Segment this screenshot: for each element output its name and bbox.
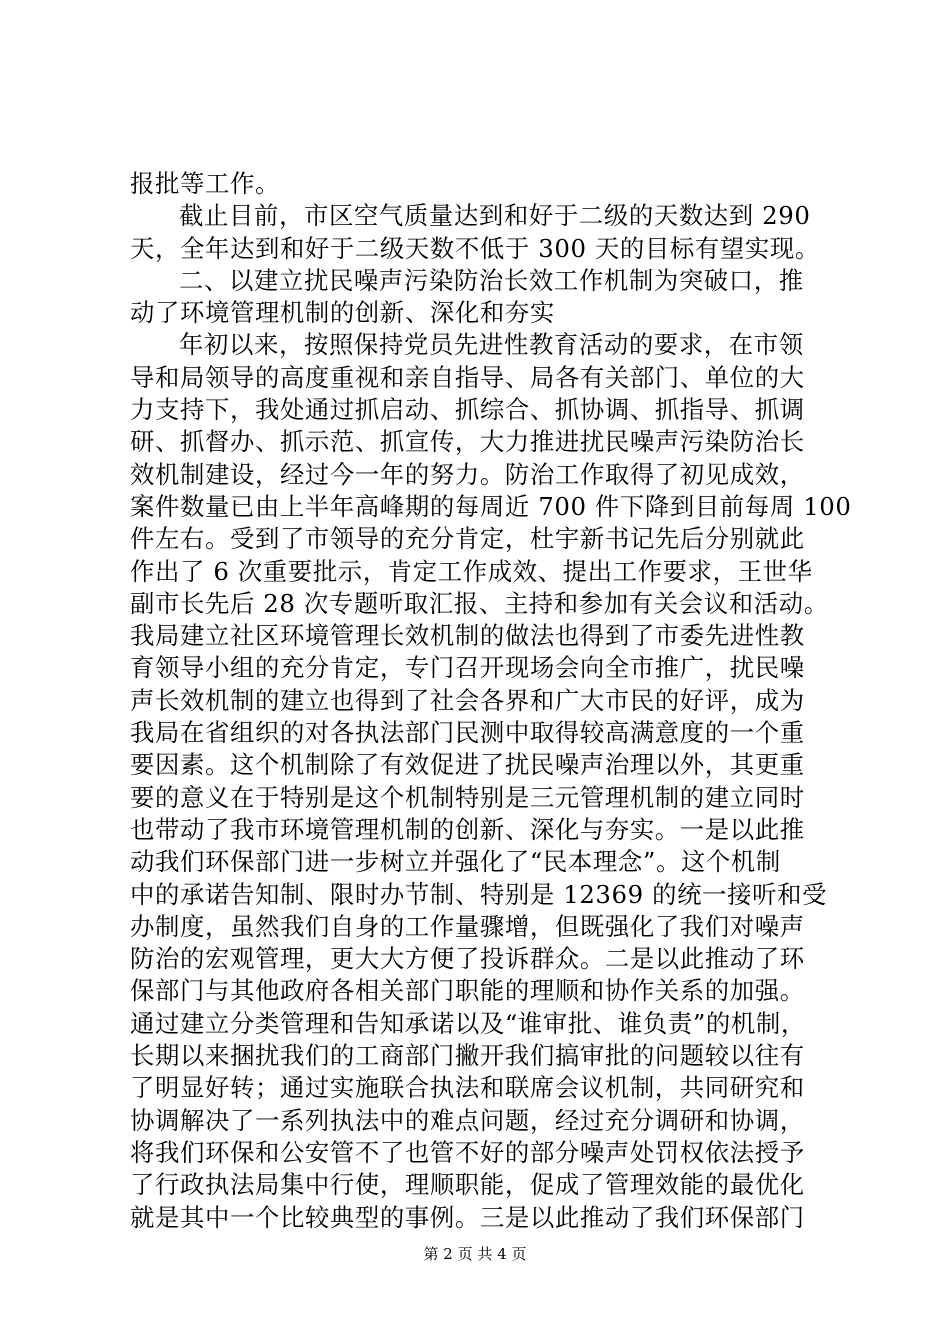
text-line: 案件数量已由上半年高峰期的每周近 700 件下降到目前每周 100: [130, 491, 852, 521]
text-line: 副市长先后 28 次专题听取汇报、主持和参加有关会议和活动。: [130, 588, 829, 618]
text-line: 中的承诺告知制、限时办节制、特别是 12369 的统一接听和受: [130, 879, 828, 909]
text-line: 研、抓督办、抓示范、抓宣传，大力推进扰民噪声污染防治长: [130, 427, 805, 457]
text-line: 也带动了我市环境管理机制的创新、深化与夯实。一是以此推: [130, 814, 805, 844]
text-line: 了明显好转；通过实施联合执法和联席会议机制，共同研究和: [130, 1073, 805, 1103]
text-line: 作出了 6 次重要批示，肯定工作成效、提出工作要求，王世华: [130, 556, 813, 586]
text-line: 我局建立社区环境管理长效机制的做法也得到了市委先进性教: [130, 621, 805, 651]
text-line: 了行政执法局集中行使，理顺职能，促成了管理效能的最优化: [130, 1170, 805, 1200]
text-line: 年初以来，按照保持党员先进性教育活动的要求，在市领: [179, 330, 804, 360]
text-line: 声长效机制的建立也得到了社会各界和广大市民的好评，成为: [130, 685, 805, 715]
text-line: 件左右。受到了市领导的充分肯定，杜宇新书记先后分别就此: [130, 524, 805, 554]
text-line: 报批等工作。: [130, 169, 280, 198]
text-line: 我局在省组织的对各执法部门民测中取得较高满意度的一个重: [130, 718, 805, 748]
document-body: [130, 168, 852, 1234]
text-line: 动我们环保部门进一步树立并强化了“民本理念”。这个机制: [130, 847, 781, 877]
text-line: 长期以来捆扰我们的工商部门撇开我们搞审批的问题较以往有: [130, 1041, 805, 1071]
text-line: 办制度，虽然我们自身的工作量骤增，但既强化了我们对噪声: [130, 911, 805, 941]
text-line: 效机制建设，经过今一年的努力。防治工作取得了初见成效，: [130, 459, 805, 489]
text-line: 截止目前，市区空气质量达到和好于二级的天数达到 290: [179, 201, 811, 231]
text-line: 导和局领导的高度重视和亲自指导、局各有关部门、单位的大: [130, 362, 805, 392]
page-footer: 第 2 页 共 4 页: [423, 1245, 527, 1263]
text-line: 保部门与其他政府各相关部门职能的理顺和协作关系的加强。: [130, 976, 805, 1006]
text-line: 就是其中一个比较典型的事例。三是以此推动了我们环保部门: [130, 1202, 805, 1232]
text-line: 将我们环保和公安管不了也管不好的部分噪声处罚权依法授予: [130, 1137, 805, 1167]
text-line: 协调解决了一系列执法中的难点问题，经过充分调研和协调，: [130, 1105, 805, 1135]
text-line: 要因素。这个机制除了有效促进了扰民噪声治理以外，其更重: [130, 750, 805, 780]
text-line: 天，全年达到和好于二级天数不低于 300 天的目标有望实现。: [130, 233, 820, 263]
text-line: 要的意义在于特别是这个机制特别是三元管理机制的建立同时: [130, 782, 805, 812]
text-line: 防治的宏观管理，更大大方便了投诉群众。二是以此推动了环: [130, 944, 805, 974]
text-line: 通过建立分类管理和告知承诺以及“谁审批、谁负责”的机制，: [130, 1008, 806, 1038]
text-line: 育领导小组的充分肯定，专门召开现场会向全市推广，扰民噪: [130, 653, 805, 683]
text-line: 二、以建立扰民噪声污染防治长效工作机制为突破口，推: [179, 265, 804, 295]
text-line: 力支持下，我处通过抓启动、抓综合、抓协调、抓指导、抓调: [130, 395, 805, 425]
text-line: 动了环境管理机制的创新、深化和夯实: [130, 298, 555, 328]
